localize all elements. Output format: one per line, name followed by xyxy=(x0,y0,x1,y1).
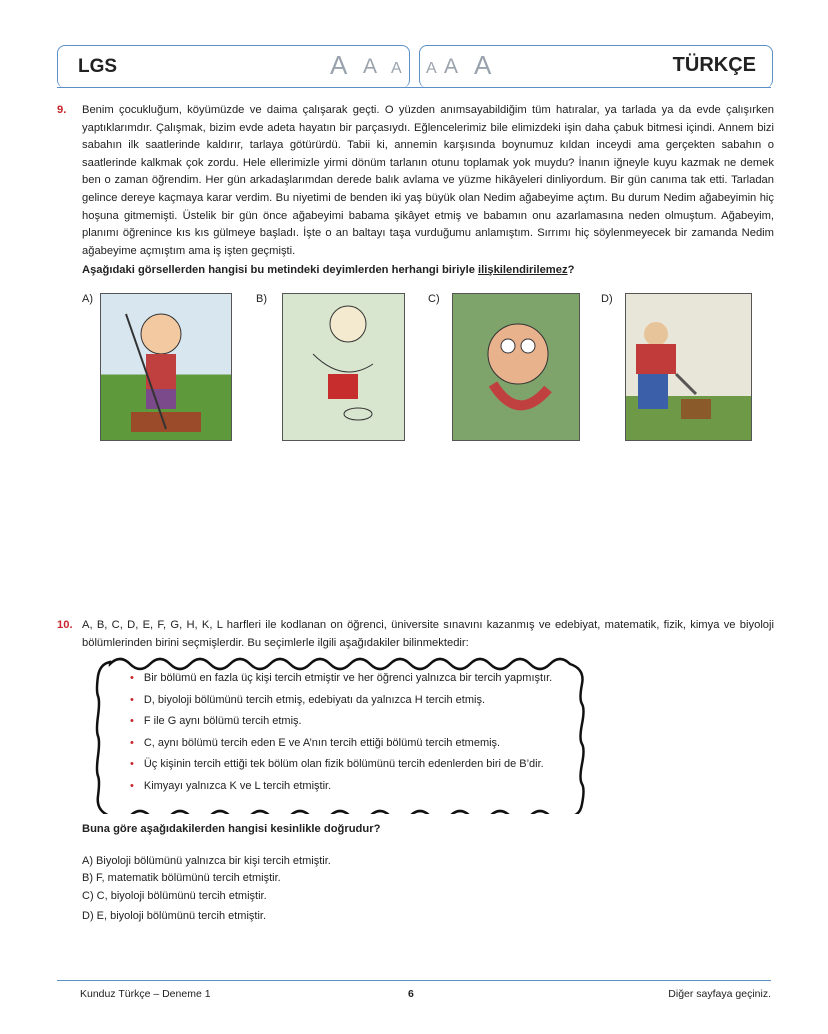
font-medium-icon[interactable]: A xyxy=(363,55,378,78)
condition-text: C, aynı bölümü tercih eden E ve A’nın tercih ettiği bölümü tercih etmemiş. xyxy=(143,736,501,749)
font-large-icon[interactable]: A xyxy=(474,50,492,80)
subject-label: TÜRKÇE xyxy=(672,54,756,76)
option-c-illustration[interactable] xyxy=(452,293,580,441)
question-stem: Buna göre aşağıdakilerden hangisi kesinlikle doğrudur? xyxy=(82,823,381,835)
question-number: 9. xyxy=(57,104,67,116)
bullet-icon: • xyxy=(130,758,134,771)
condition-text: Bir bölümü en fazla üç kişi tercih etmiştir ve her öğrenci yalnızca bir tercih yapmıştır. xyxy=(143,672,553,684)
condition-item xyxy=(130,668,552,690)
question-number: 10. xyxy=(57,619,73,631)
footer-title: Kunduz Türkçe – Deneme 1 xyxy=(80,988,211,1000)
question-passage: A, B, C, D, E, F, G, H, K, L harfleri ile kodlanan on öğrenci, üniversite sınavını kazanmış ve edebiyat, matematik, fizik, kimya ve biyoloji bölümlerinden birini seçmişlerdir. Bu seçimlerle ilgili aşağıdakiler bilinmektedir: xyxy=(82,619,774,649)
option-b-label[interactable]: B) xyxy=(256,293,267,305)
bullet-icon: • xyxy=(130,672,134,684)
bullet-icon: • xyxy=(130,715,134,728)
option-d-illustration[interactable] xyxy=(625,293,752,441)
header-right-box xyxy=(419,45,773,88)
header-divider xyxy=(57,87,771,88)
question-passage: Benim çocukluğum, köyümüzde ve daima çalışarak geçti. O yüzden anımsayabildiğim tüm hatıralar, ya tarlada ya da evde çalışırken yaptıklarımdır. Çalışmak, bizim evde adeta hayatın bir parçasıydı. Eğlencelerimiz bile elimizdeki işin daha çabuk bitmesi içindi. Annem bizi sabahın ilk saatlerinde kaldırır, tarlaya götürürdü. Tabii ki, annemin karşısında boynumuz kıldan inceydi ama gerçekten sabahın o saatlerinde kalkmak çok zordu. Hele ellerimizle yirmi dönüm tarlanın otunu toplamak yok muydu? İnanın iğneyle kuyu kazmak ne demek ben o zaman öğrendim. Her gün arkadaşlarımdan derede balık avlama ve yüzme hikâyeleri dinliyordum. Bir gün canıma tak etti. Tarladan gelince dereye kaçmaya karar verdim. Bu niyetimi de benden iki yaş büyük olan Nedim ağabeyime açtım. Bu durum Nedim ağabeyimin hiç hoşuna gitmemişti. Üstelik bir gün önce ağabeyimi babama şikâyet etmiş ve babamın onu azarlamasına neden olmuştum. Ağabeyim, planımı öğrenince kıs kıs gülmeye başladı. İşte o an baltayı taşa vurduğumu anlamıştım. Sırrımı hiç söylenmeyecek bir zamanda Nedim ağabeyime açmıştım ama iş işten geçmişti. xyxy=(82,104,774,257)
condition-item xyxy=(130,754,552,776)
stem-text: Aşağıdaki görsellerden hangisi bu metindeki deyimlerden herhangi biriyle xyxy=(82,264,479,276)
stem-emphasis: ilişkilendirilemez xyxy=(478,264,568,276)
option-d-label[interactable]: D) xyxy=(601,293,613,305)
font-small-icon[interactable]: A xyxy=(391,60,402,77)
option-c-label[interactable]: C) xyxy=(428,293,440,305)
condition-item xyxy=(130,776,552,798)
bullet-icon: • xyxy=(130,736,134,749)
condition-text: Üç kişinin tercih ettiği tek bölüm olan fizik bölümünü tercih edenlerden biri de B’dir. xyxy=(143,758,544,771)
option-a-label[interactable]: A) xyxy=(82,293,93,305)
condition-item xyxy=(130,733,552,755)
option-a[interactable]: A) Biyoloji bölümünü yalnızca bir kişi tercih etmiştir. xyxy=(82,855,331,867)
font-large-icon[interactable]: A xyxy=(330,50,348,80)
page-number: 6 xyxy=(408,988,414,1000)
exam-label: LGS xyxy=(78,56,118,77)
condition-text: D, biyoloji bölümünü tercih etmiş, edebiyatı da yalnızca H tercih etmiş. xyxy=(143,693,486,706)
footer-divider xyxy=(57,980,771,981)
option-b-illustration[interactable] xyxy=(282,293,405,441)
condition-text: Kimyayı yalnızca K ve L tercih etmiştir. xyxy=(143,779,332,792)
condition-item xyxy=(130,690,552,712)
stem-end: ? xyxy=(567,264,575,276)
option-d[interactable]: D) E, biyoloji bölümünü tercih etmiştir. xyxy=(82,910,267,922)
option-b[interactable]: B) F, matematik bölümünü tercih etmiştir. xyxy=(82,872,281,884)
option-c[interactable]: C) C, biyoloji bölümünü tercih etmiştir. xyxy=(82,890,267,902)
condition-text: F ile G aynı bölümü tercih etmiş. xyxy=(143,715,302,728)
footer-next-page: Diğer sayfaya geçiniz. xyxy=(668,988,771,1000)
font-medium-icon[interactable]: A xyxy=(444,55,459,78)
conditions-list xyxy=(130,668,552,798)
font-small-icon[interactable]: A xyxy=(426,60,437,77)
option-a-illustration[interactable] xyxy=(100,293,232,441)
bullet-icon: • xyxy=(130,779,134,792)
condition-item xyxy=(130,711,552,733)
question-stem xyxy=(82,262,774,280)
header-left-box xyxy=(57,45,410,88)
bullet-icon: • xyxy=(130,693,134,706)
